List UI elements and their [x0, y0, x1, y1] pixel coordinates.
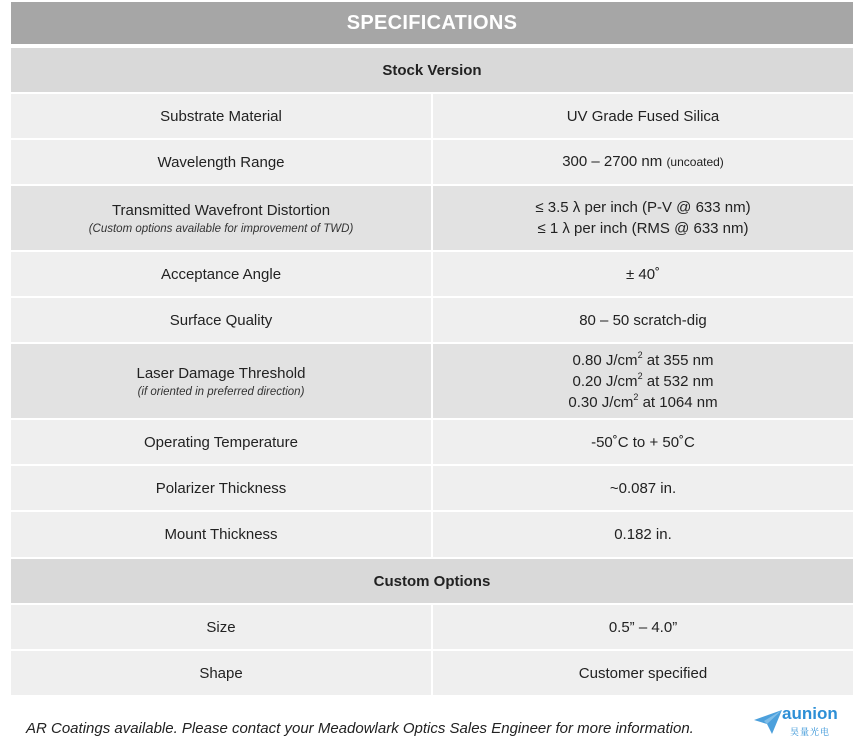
table-row: [11, 184, 853, 250]
twd-value-cell: [433, 186, 853, 250]
specifications-title: SPECIFICATIONS: [11, 2, 853, 44]
wavelength-note: (uncoated): [666, 155, 724, 169]
twd-value-rms: ≤ 1 λ per inch (RMS @ 633 nm): [537, 220, 749, 237]
ldt-label: Laser Damage Threshold: [136, 364, 306, 382]
table-row: [11, 138, 853, 184]
table-row: [11, 510, 853, 557]
mount-value: 0.182 in.: [614, 526, 672, 543]
logo-subtitle: 昊量光电: [790, 727, 831, 737]
polarizer-value: ~0.087 in.: [609, 479, 677, 497]
specifications-table: [11, 46, 853, 695]
shape-label: Shape: [11, 651, 433, 695]
twd-value-pv: ≤ 3.5 λ per inch (P-V @ 633 nm): [535, 199, 751, 216]
ldt-label-cell: [11, 344, 433, 418]
wavelength-label: Wavelength Range: [11, 140, 433, 184]
ldt-value-532: 0.20 $J/cm^2$ at 532 nm: [572, 370, 714, 390]
acceptance-label: Acceptance Angle: [11, 252, 433, 296]
aunion-logo: [752, 704, 852, 740]
table-row: [11, 418, 853, 464]
mount-label: Mount Thickness: [11, 512, 433, 557]
table-row: [11, 342, 853, 418]
table-row: [11, 603, 853, 649]
table-row: [11, 92, 853, 138]
paper-plane-icon: [752, 706, 784, 738]
wavelength-range: 300 – 2700 nm: [562, 153, 663, 170]
size-label: Size: [11, 605, 433, 649]
section-custom-options: Custom Options: [11, 557, 853, 603]
wavelength-value: [433, 140, 853, 184]
shape-value: Customer specified: [578, 664, 708, 682]
table-row: [11, 296, 853, 342]
ldt-note: (if oriented in preferred direction): [137, 385, 305, 398]
logo-wordmark: aunion: [782, 704, 838, 723]
twd-note: (Custom options available for improvement of TWD): [88, 222, 354, 235]
footer-note: AR Coatings available. Please contact your Meadowlark Optics Sales Engineer for more information.: [26, 720, 694, 737]
table-row: [11, 649, 853, 695]
size-value: 0.5” – 4.0”: [608, 618, 678, 636]
table-row: [11, 250, 853, 296]
acceptance-value: ± 40˚: [625, 265, 661, 283]
ldt-value-1064: 0.30 $J/cm^2$ at 1064 nm: [568, 391, 718, 411]
ldt-value-355: 0.80 $J/cm^2$ at 355 nm: [572, 349, 714, 369]
twd-label-cell: [11, 186, 433, 250]
section-stock-version: Stock Version: [11, 46, 853, 92]
surface-label: Surface Quality: [11, 298, 433, 342]
polarizer-label: Polarizer Thickness: [11, 466, 433, 510]
ldt-value-cell: [433, 344, 853, 418]
surface-value: 80 – 50 scratch-dig: [579, 311, 707, 329]
substrate-value: UV Grade Fused Silica: [566, 107, 720, 125]
table-row: [11, 464, 853, 510]
twd-label: Transmitted Wavefront Distortion: [111, 201, 331, 219]
substrate-label: Substrate Material: [11, 94, 433, 138]
temperature-label: Operating Temperature: [11, 420, 433, 464]
temperature-value: -50˚C to + 50˚C: [591, 433, 695, 451]
